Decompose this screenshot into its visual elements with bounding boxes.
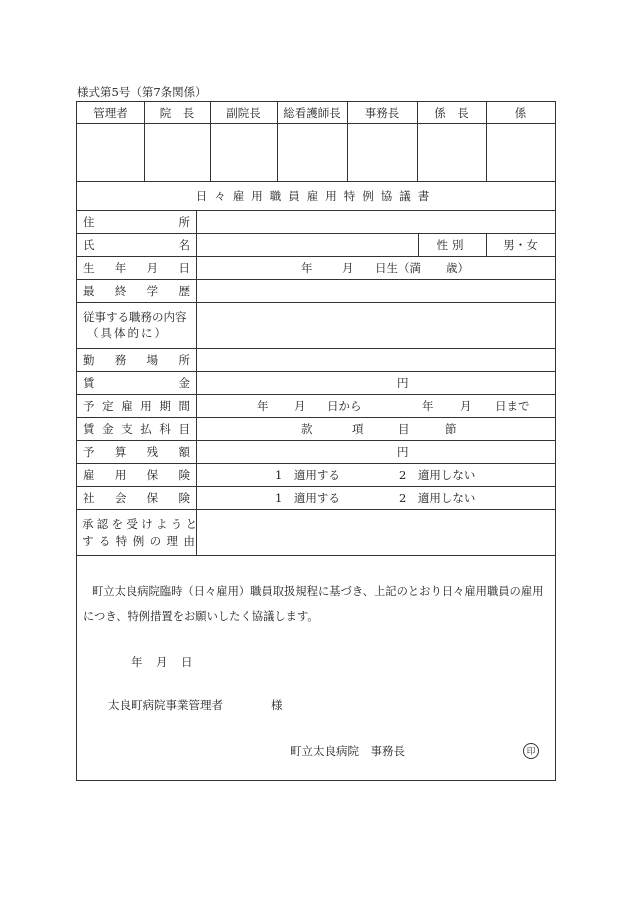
addressee: 太良町病院事業管理者 — [108, 698, 223, 712]
approval-header-manager: 管理者 — [93, 105, 128, 120]
reason-label-line2: する特例の理由 — [82, 534, 201, 548]
budget-label: 予 算 残 額 — [83, 444, 190, 459]
approval-stamp-box[interactable] — [278, 124, 347, 181]
approval-header-chief: 係 長 — [434, 105, 469, 120]
address-label: 住 所 — [83, 214, 190, 229]
approval-header-vice-director: 副院長 — [226, 105, 261, 120]
employment-insurance-option-not-apply[interactable]: 2 適用しない — [399, 468, 476, 482]
sender: 町立太良病院 事務長 — [290, 744, 405, 758]
approval-stamp-box[interactable] — [77, 124, 144, 181]
employment-insurance-field — [197, 464, 555, 486]
date-line[interactable]: 年 月 日 — [131, 655, 194, 669]
name-field[interactable] — [197, 234, 418, 256]
form-number-note: 様式第5号（第7条関係） — [77, 85, 207, 99]
dob-field[interactable] — [197, 257, 555, 279]
education-field[interactable] — [197, 280, 555, 302]
approval-stamp-box[interactable] — [487, 124, 555, 181]
account-label: 賃 金 支 払 科 目 — [83, 421, 190, 436]
employment-insurance-option-apply[interactable]: 1 適用する — [275, 468, 340, 482]
sex-label: 性別 — [436, 237, 468, 252]
approval-stamp-box[interactable] — [348, 124, 417, 181]
period-start-day-unit: 日から — [327, 399, 362, 413]
approval-header-staff: 係 — [514, 105, 527, 120]
dob-year-unit: 年 — [301, 261, 313, 275]
duty-label-line2: （具体的に） — [87, 326, 168, 340]
wage-unit: 円 — [397, 376, 409, 390]
employment-insurance-label: 雇 用 保 険 — [83, 467, 190, 482]
education-label: 最 終 学 歴 — [83, 283, 190, 298]
social-insurance-field — [197, 487, 555, 509]
seal-icon: 印 — [523, 743, 539, 759]
approval-header-head-nurse: 総看護師長 — [283, 105, 341, 120]
budget-unit: 円 — [397, 445, 409, 459]
account-kan-unit: 款 — [301, 422, 313, 436]
budget-field[interactable] — [197, 441, 555, 463]
sex-value[interactable]: 男・女 — [503, 237, 538, 252]
approval-stamp-box[interactable] — [211, 124, 277, 181]
approval-stamp-box[interactable] — [418, 124, 486, 181]
request-paragraph-line2: につき、特例措置をお願いしたく協議します。 — [83, 610, 319, 623]
period-end-month-unit: 月 — [460, 399, 472, 413]
period-start-month-unit: 月 — [294, 399, 306, 413]
wage-label: 賃 金 — [83, 375, 190, 390]
period-end-year-unit: 年 — [422, 399, 434, 413]
period-end-day-unit: 日まで — [495, 399, 530, 413]
workplace-field[interactable] — [197, 349, 555, 371]
approval-header-director: 院 長 — [159, 105, 195, 120]
address-field[interactable] — [197, 211, 555, 233]
period-label: 予 定 雇 用 期 間 — [83, 398, 190, 413]
social-insurance-label: 社 会 保 険 — [83, 490, 190, 505]
period-start-year-unit: 年 — [257, 399, 269, 413]
approval-stamp-box[interactable] — [145, 124, 210, 181]
reason-field[interactable] — [197, 510, 555, 555]
name-label: 氏 名 — [83, 237, 190, 252]
addressee-honorific: 様 — [271, 698, 283, 712]
account-moku-unit: 目 — [398, 422, 410, 436]
duty-label-line1: 従事する職務の内容 — [83, 310, 187, 324]
request-paragraph-line1: 町立太良病院臨時（日々雇用）職員取扱規程に基づき、上記のとおり日々雇用職員の雇用 — [92, 585, 544, 598]
social-insurance-option-apply[interactable]: 1 適用する — [275, 491, 340, 505]
approval-header-office-manager: 事務長 — [364, 105, 400, 120]
reason-label — [77, 509, 201, 555]
wage-field[interactable] — [197, 372, 555, 394]
account-field[interactable] — [197, 418, 555, 440]
account-setsu-unit: 節 — [445, 422, 457, 436]
dob-day-unit: 日生（満 — [375, 261, 421, 275]
duty-field[interactable] — [197, 303, 555, 348]
reason-label-line1: 承認を受けようと — [82, 517, 201, 531]
form-title: 日々雇用職員雇用特例協議書 — [195, 188, 437, 203]
duty-label — [77, 302, 196, 348]
dob-label: 生 年 月 日 — [83, 260, 190, 275]
agreement-form — [76, 101, 556, 781]
period-field[interactable] — [197, 395, 555, 417]
dob-month-unit: 月 — [342, 261, 354, 275]
social-insurance-option-not-apply[interactable]: 2 適用しない — [399, 491, 476, 505]
dob-age-unit: 歳） — [446, 261, 469, 275]
account-kou-unit: 項 — [352, 422, 364, 436]
workplace-label: 勤 務 場 所 — [83, 352, 190, 367]
